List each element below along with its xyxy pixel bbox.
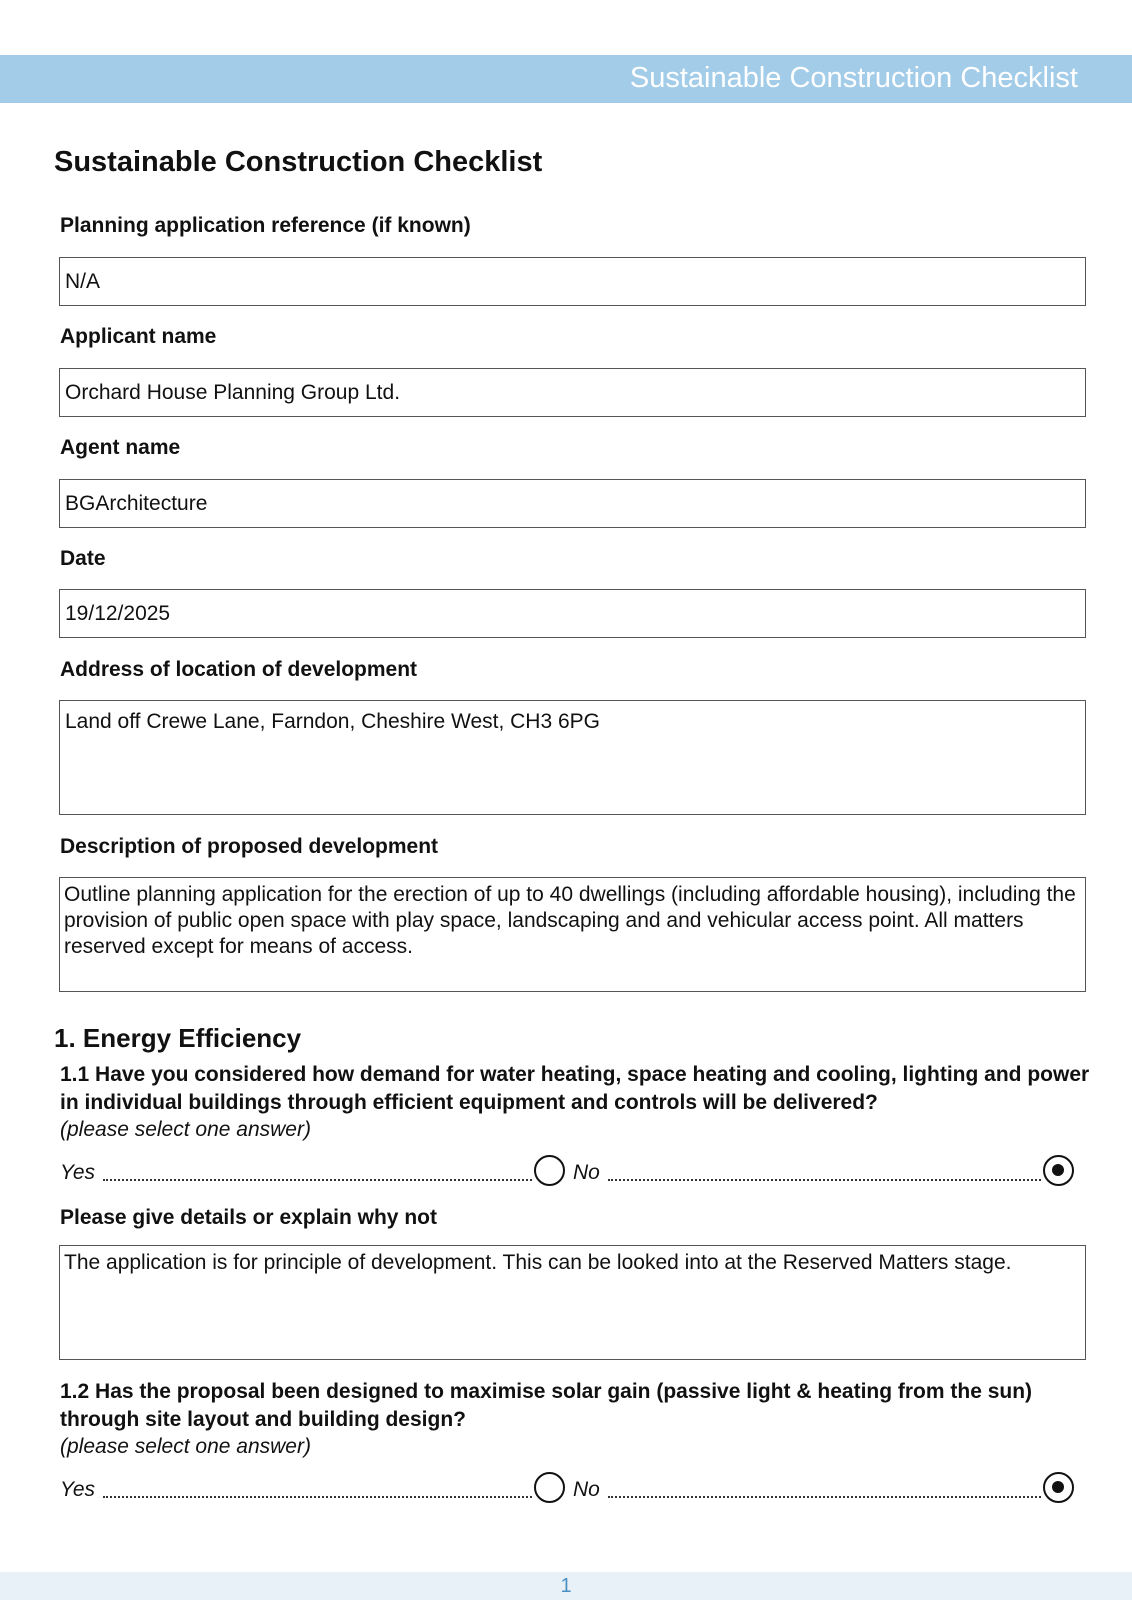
q1-2-yes-radio[interactable] [534,1472,565,1503]
q1-1-no-label: No [573,1161,600,1184]
banner-title: Sustainable Construction Checklist [629,62,1078,94]
description-field[interactable]: Outline planning application for the erection of up to 40 dwellings (including affordable housing), including the provision of public open space with play space, landscaping and and vehicular access point. All matters reserved except for means of access. [59,877,1086,992]
q1-2-no-leader-dots [608,1496,1041,1498]
q1-1-no-leader-dots [608,1179,1041,1181]
q1-1-no-radio[interactable] [1043,1155,1074,1186]
question-1-2: 1.2 Has the proposal been designed to maximise solar gain (passive light & heating from the sun) through site layout and building design? [60,1380,1033,1431]
header-banner [0,55,1132,103]
q1-2-no-label: No [573,1478,600,1501]
question-1-2-answers [60,1472,1080,1508]
question-1-1: 1.1 Have you considered how demand for water heating, space heating and cooling, lighting and power in individual buildings through efficient equipment and controls will be delivered? [60,1063,1090,1114]
section-heading-energy-efficiency: 1. Energy Efficiency [54,1023,302,1053]
agent-name-label: Agent name [60,436,181,459]
planning-ref-field[interactable]: N/A [59,257,1086,306]
q1-2-yes-leader-dots [103,1496,532,1498]
q1-1-yes-radio[interactable] [534,1155,565,1186]
q1-2-yes-label: Yes [60,1478,96,1501]
agent-name-field[interactable]: BGArchitecture [59,479,1086,528]
date-label: Date [60,547,106,570]
description-label: Description of proposed development [60,835,439,858]
applicant-name-field[interactable]: Orchard House Planning Group Ltd. [59,368,1086,417]
page-number: 1 [560,1575,572,1597]
question-1-1-answers [60,1155,1080,1191]
address-label: Address of location of development [60,658,418,681]
footer-bar [0,1572,1132,1600]
q1-2-no-radio[interactable] [1043,1472,1074,1503]
question-1-2-hint: (please select one answer) [60,1435,311,1458]
date-field[interactable]: 19/12/2025 [59,589,1086,638]
question-1-1-hint: (please select one answer) [60,1118,311,1141]
planning-ref-label: Planning application reference (if known) [60,214,471,237]
page-title: Sustainable Construction Checklist [54,146,543,178]
applicant-name-label: Applicant name [60,325,217,348]
q1-1-yes-label: Yes [60,1161,96,1184]
q1-1-details-field[interactable]: The application is for principle of development. This can be looked into at the Reserved Matters stage. [59,1245,1086,1360]
q1-1-details-label: Please give details or explain why not [60,1206,437,1229]
address-field[interactable]: Land off Crewe Lane, Farndon, Cheshire West, CH3 6PG [59,700,1086,815]
q1-1-yes-leader-dots [103,1179,532,1181]
